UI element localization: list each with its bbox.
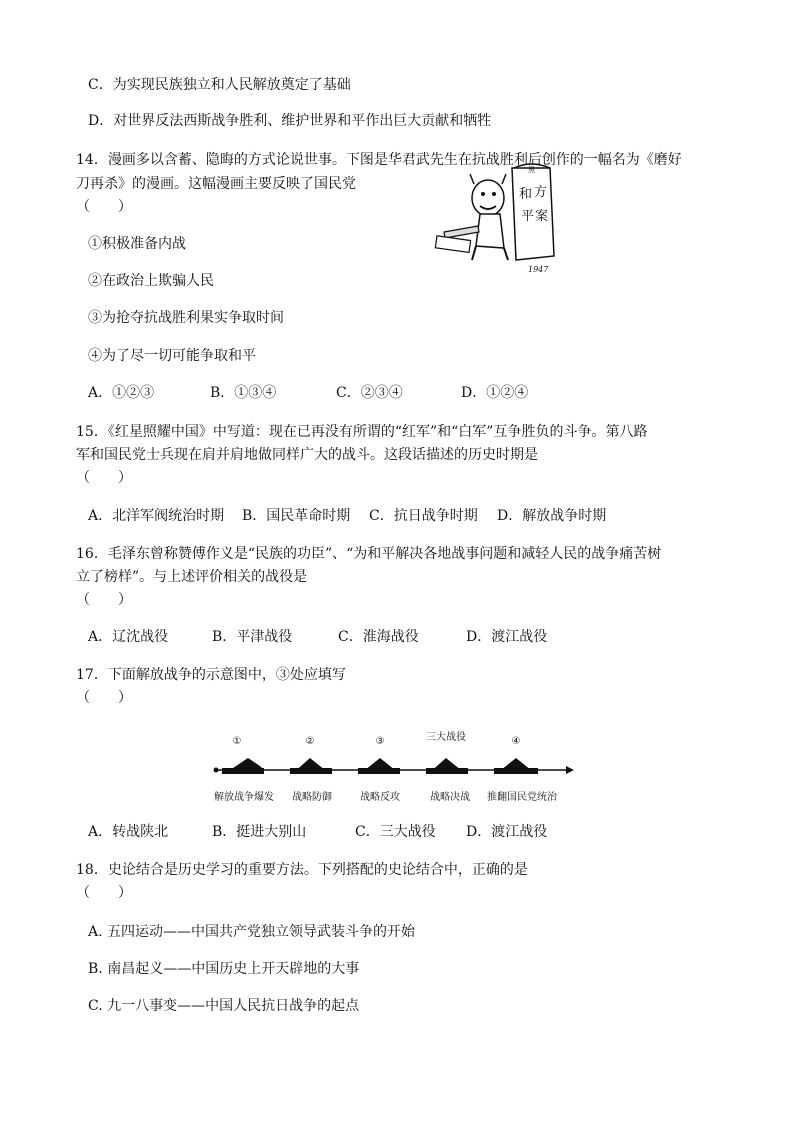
q14-option-b: B．①③④ (210, 385, 277, 401)
q13-option-d: D．对世界反法西斯战争胜利、维护世界和平作出巨大贡献和牺牲 (88, 113, 492, 129)
q14-item-2: ②在政治上欺骗人民 (88, 273, 214, 289)
q15-answer-blank: （ ） (76, 470, 132, 486)
q15-option-c: C．抗日战争时期 (369, 508, 478, 524)
q16-option-c: C．淮海战役 (338, 629, 419, 645)
cartoon-sharpen-knife-image (432, 160, 564, 278)
q15-option-a: A．北洋军阀统治时期 (88, 508, 225, 524)
q14-stem-line2: 刀再杀》的漫画。这幅漫画主要反映了国民党 (76, 176, 356, 192)
q14-item-4: ④为了尽一切可能争取和平 (88, 348, 256, 364)
q18-stem: 18．史论结合是历史学习的重要方法。下列搭配的史论结合中，正确的是 (76, 862, 528, 878)
q15-option-b: B．国民革命时期 (242, 508, 351, 524)
q18-answer-blank: （ ） (76, 885, 132, 901)
q14-option-c: C．②③④ (336, 385, 403, 401)
q18-option-c: C. 九一八事变——中国人民抗日战争的起点 (88, 998, 360, 1014)
timeline-marker-1: ① (232, 736, 242, 747)
q14-option-d: D．①②④ (461, 385, 529, 401)
q14-item-3: ③为抢夺抗战胜利果实争取时间 (88, 310, 284, 326)
q16-option-a: A．辽沈战役 (88, 629, 169, 645)
timeline-segment-4 (426, 758, 468, 774)
q13-option-c: C．为实现民族独立和人民解放奠定了基础 (88, 77, 351, 93)
timeline-segment-3 (358, 758, 400, 774)
timeline-label-2: 战略防御 (292, 792, 332, 803)
timeline-marker-2: ② (305, 736, 315, 747)
q16-option-b: B．平津战役 (212, 629, 293, 645)
cartoon-sign-char-3: 平 (521, 209, 535, 224)
q16-stem-line1: 16．毛泽东曾称赞傅作义是“民族的功臣”、“为和平解决各地战事问题和减轻人民的战争痛苦树 (76, 546, 662, 562)
cartoon-sign-char-2: 方 (534, 185, 548, 200)
q14-option-a: A．①②③ (88, 385, 155, 401)
q16-answer-blank: （ ） (76, 592, 132, 608)
timeline-marker-5: ④ (511, 736, 521, 747)
timeline-segment-5 (494, 758, 538, 774)
q17-answer-blank: （ ） (76, 690, 132, 706)
timeline-label-4: 战略决战 (430, 792, 470, 803)
q18-option-a: A. 五四运动——中国共产党独立领导武装斗争的开始 (88, 924, 416, 940)
q14-stem-line1: 14．漫画多以含蓄、隐晦的方式论说世事。下图是华君武先生在抗战胜利后创作的一幅名为《磨好 (76, 152, 682, 168)
q17-option-b: B．挺进大别山 (212, 824, 307, 840)
cartoon-sign-char-1: 和 (519, 187, 533, 202)
cartoon-year: 1947 (528, 265, 549, 274)
timeline-label-3: 战略反攻 (360, 792, 400, 803)
timeline-marker-3: ③ (375, 736, 385, 747)
q17-option-d: D．渡江战役 (466, 824, 548, 840)
q16-option-d: D．渡江战役 (466, 629, 548, 645)
timeline-marker-4: 三大战役 (426, 732, 466, 743)
liberation-war-timeline-diagram (210, 728, 580, 808)
q18-option-b: B. 南昌起义——中国历史上开天辟地的大事 (88, 961, 360, 977)
q17-option-a: A．转战陕北 (88, 824, 169, 840)
timeline-label-5: 推翻国民党统治 (487, 792, 557, 803)
cartoon-sign-top: 黑 (528, 166, 535, 174)
cartoon-sign-char-4: 案 (535, 209, 549, 224)
q17-option-c: C．三大战役 (355, 824, 436, 840)
timeline-segment-1 (222, 758, 264, 774)
q17-stem: 17．下面解放战争的示意图中，③处应填写 (76, 667, 346, 683)
q14-answer-blank: （ ） (76, 199, 132, 215)
q14-item-1: ①积极准备内战 (88, 236, 186, 252)
q15-stem-line1: 15．《红星照耀中国》中写道：现在已再没有所谓的“红军”和“白军”互争胜负的斗争。第八路 (76, 424, 648, 440)
timeline-label-1: 解放战争爆发 (214, 792, 274, 803)
q15-option-d: D．解放战争时期 (497, 508, 607, 524)
q16-stem-line2: 立了榜样”。与上述评价相关的战役是 (76, 569, 308, 585)
timeline-segment-2 (290, 758, 332, 774)
q15-stem-line2: 军和国民党士兵现在肩并肩地做同样广大的战斗。这段话描述的历史时期是 (76, 447, 538, 463)
